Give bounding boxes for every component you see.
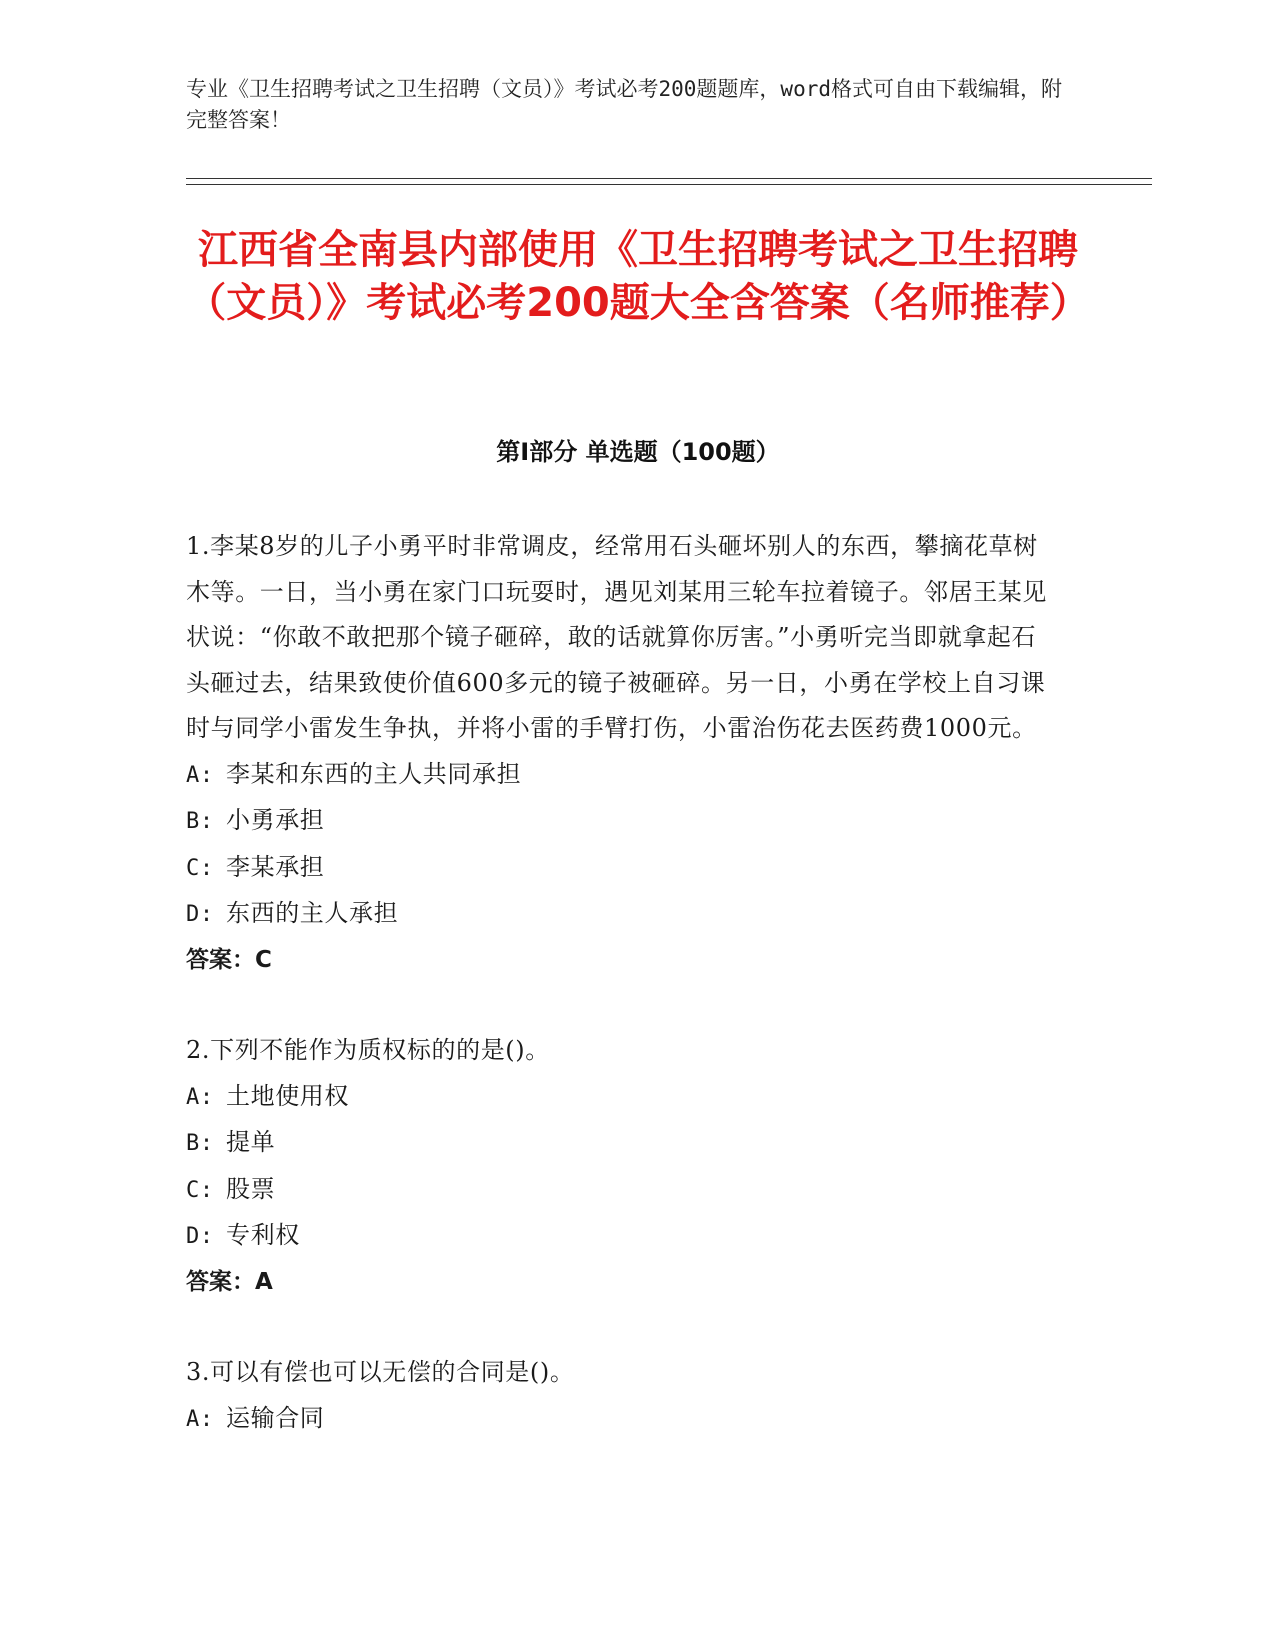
option-b (186, 798, 1056, 845)
option-a (186, 1396, 1056, 1443)
option-letter: B: (186, 809, 214, 834)
question-stem: 2.下列不能作为质权标的的是()。 (186, 1036, 550, 1064)
question-list (186, 524, 1056, 1442)
option-letter: C: (186, 1177, 214, 1203)
option-text: 土地使用权 (226, 1081, 349, 1110)
header-note: 专业《卫生招聘考试之卫生招聘（文员）》考试必考200题题库，word格式可自由下载编辑，附完整答案！ (186, 77, 1062, 132)
option-a (186, 1074, 1056, 1121)
option-letter: B: (186, 1131, 214, 1156)
header-divider-bottom (186, 184, 1152, 185)
option-text: 提单 (226, 1128, 276, 1156)
option-text: 东西的主人承担 (226, 899, 399, 927)
option-text: 李某和东西的主人共同承担 (226, 759, 522, 788)
question-2 (186, 1028, 1056, 1305)
document-title: 江西省全南县内部使用《卫生招聘考试之卫生招聘（文员）》考试必考200题大全含答案（名师推荐） (186, 227, 1090, 326)
option-text: 小勇承担 (226, 806, 325, 834)
option-c (186, 1167, 1056, 1214)
question-3 (186, 1350, 1056, 1442)
option-text: 专利权 (226, 1221, 300, 1249)
option-text: 运输合同 (226, 1403, 325, 1432)
option-letter: D: (186, 1224, 214, 1249)
answer-line: 答案：A (186, 1268, 273, 1295)
option-text: 股票 (226, 1174, 276, 1203)
question-stem: 1.李某8岁的儿子小勇平时非常调皮，经常用石头砸坏别人的东西，攀摘花草树木等。一日，当小勇在家门口玩耍时，遇见刘某用三轮车拉着镜子。邻居王某见状说：“你敢不敢把那个镜子砸碎，敢的话就算你厉害。”小勇听完当即就拿起石头砸过去，结果致使价值600多元的镜子被砸碎。另一日，小勇在学校上自习课时与同学小雷发生争执，并将小雷的手臂打伤，小雷治伤花去医药费1000元。 (186, 532, 1047, 742)
spacer (186, 1305, 1056, 1350)
option-a (186, 752, 1056, 799)
answer-line: 答案：C (186, 946, 272, 973)
section-title: 第Ⅰ部分 单选题（100题） (496, 438, 780, 466)
option-d (186, 1213, 1056, 1260)
option-d (186, 891, 1056, 938)
option-c (186, 845, 1056, 892)
option-letter: C: (186, 855, 214, 881)
header-divider-top (186, 178, 1152, 179)
option-letter: A: (186, 762, 214, 788)
question-stem: 3.可以有偿也可以无偿的合同是()。 (186, 1358, 575, 1386)
option-letter: A: (186, 1084, 214, 1110)
option-b (186, 1120, 1056, 1167)
option-text: 李某承担 (226, 852, 325, 881)
question-1 (186, 524, 1056, 983)
option-letter: D: (186, 902, 214, 927)
spacer (186, 983, 1056, 1028)
option-letter: A: (186, 1406, 214, 1432)
